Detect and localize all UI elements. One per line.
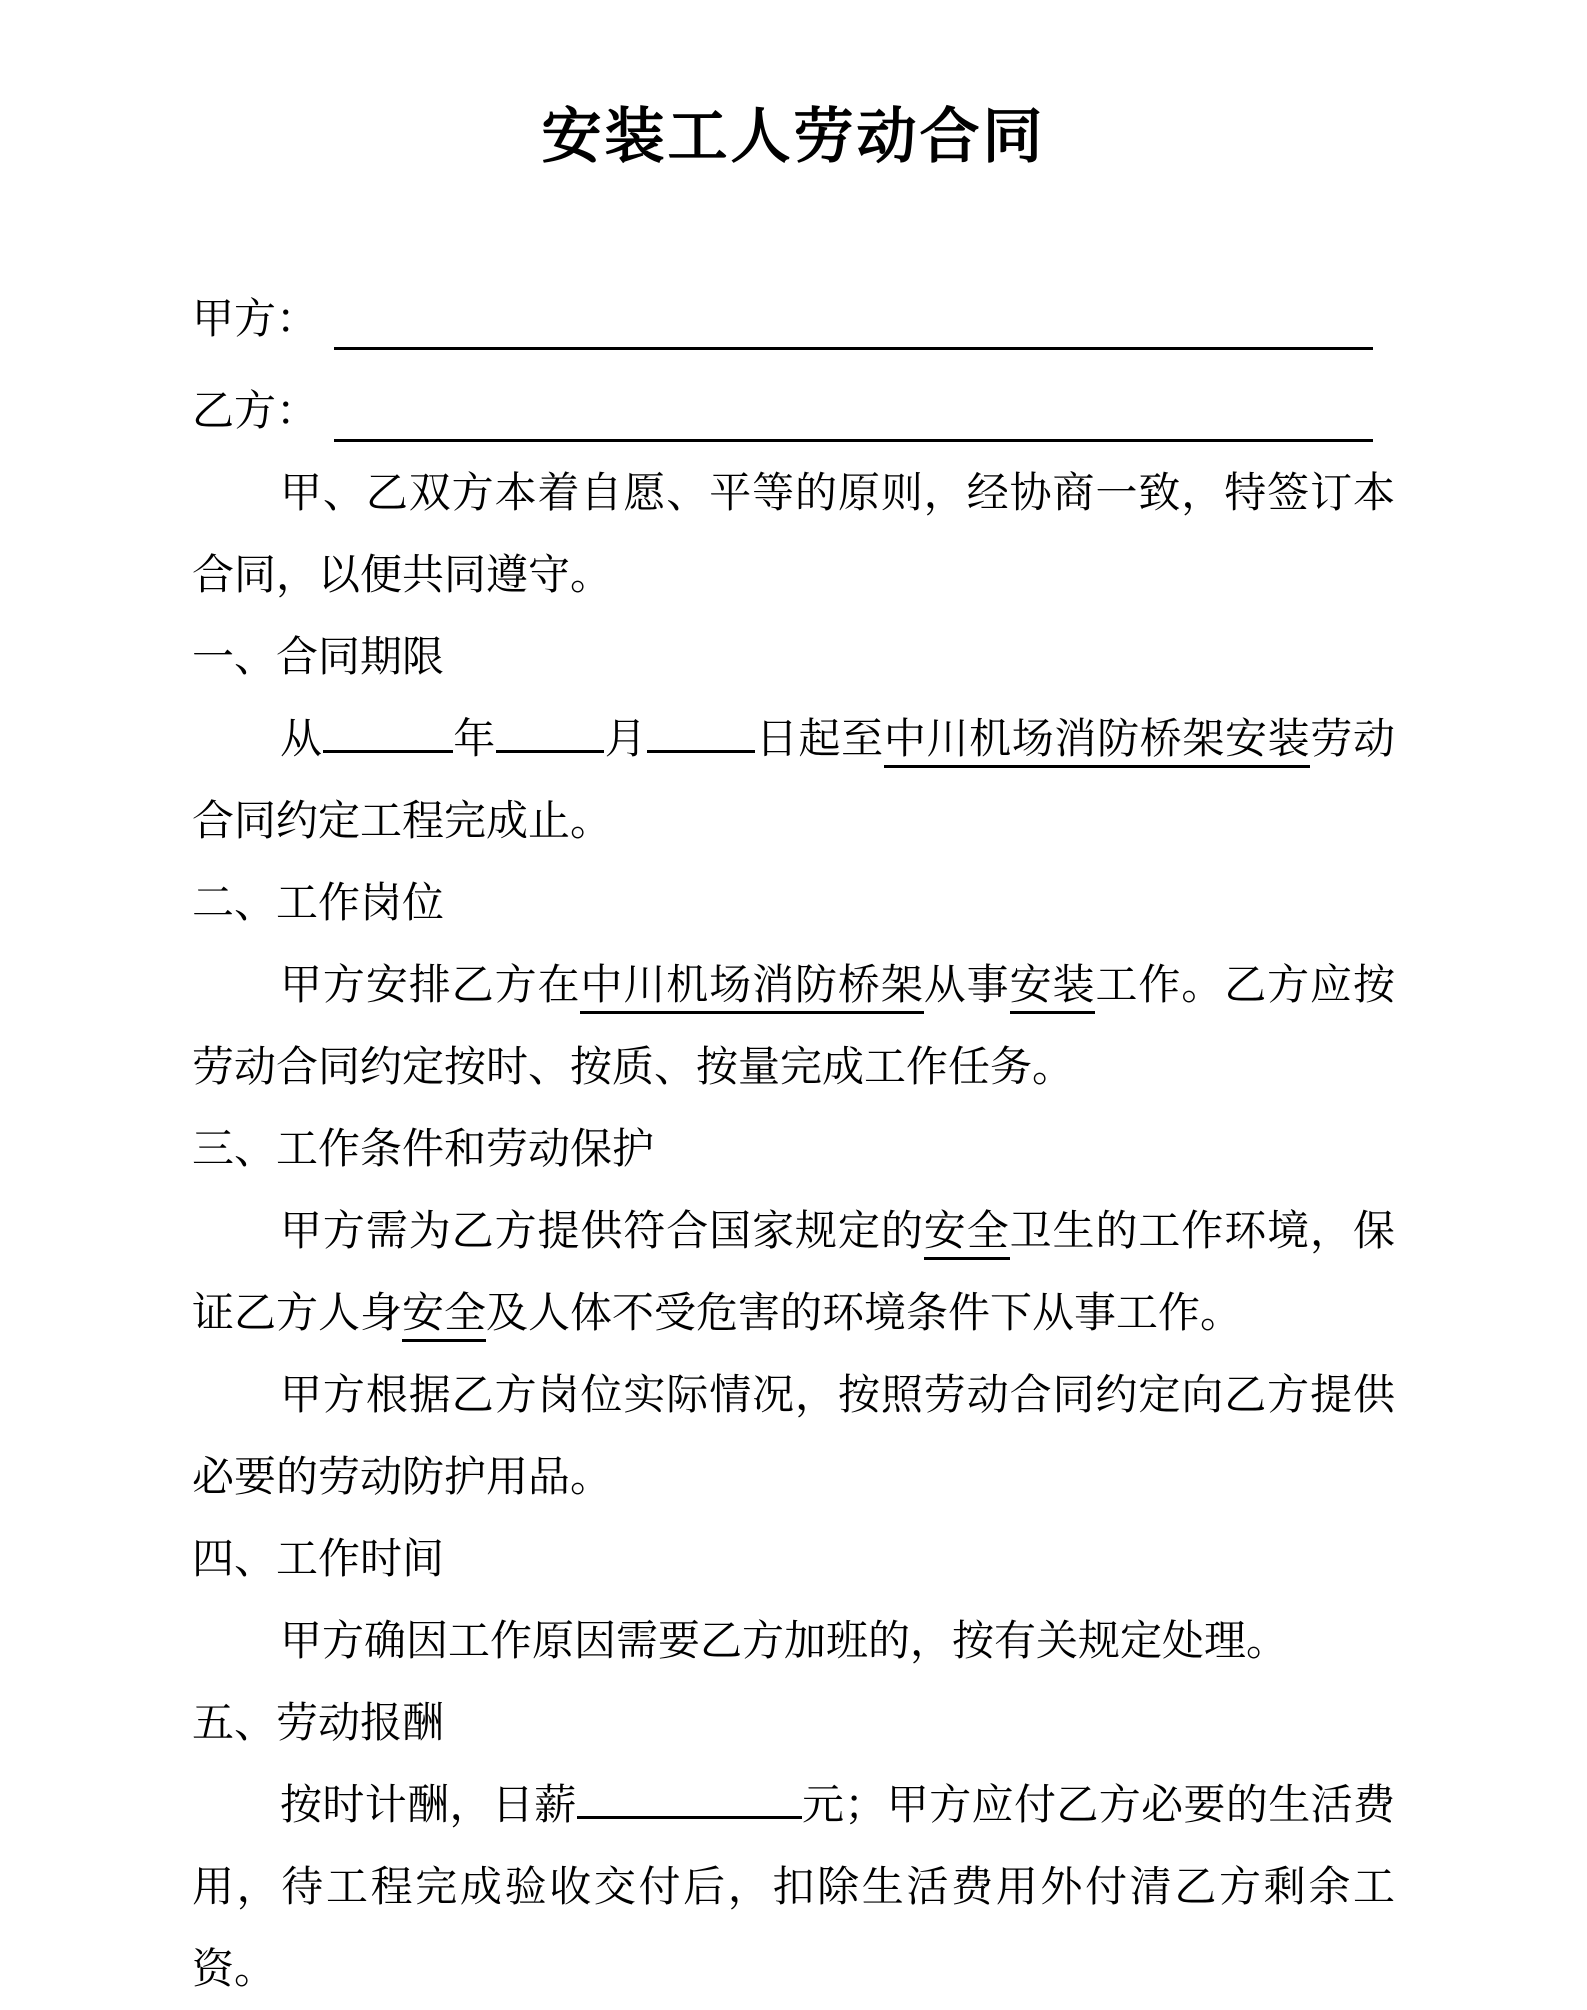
section-5-paragraph bbox=[192, 1764, 1395, 2010]
fill-in-blank[interactable] bbox=[577, 1776, 802, 1819]
underlined-text: 中川机场消防桥架安装 bbox=[884, 714, 1310, 768]
party-b-row bbox=[192, 360, 1395, 452]
text-run: 年 bbox=[452, 714, 496, 763]
text-run: 工作。乙方应按劳动合同约定按时、按质、按量完成工作任务。 bbox=[192, 960, 1395, 1091]
text-run: 从 bbox=[280, 714, 323, 763]
party-b-label: 乙方： bbox=[192, 386, 319, 435]
text-run: 及人体不受危害的环境条件下从事工作。 bbox=[486, 1288, 1243, 1337]
party-a-blank-line[interactable] bbox=[334, 347, 1373, 350]
section-5-heading: 五、劳动报酬 bbox=[192, 1698, 445, 1747]
text-run: 从事 bbox=[923, 960, 1010, 1009]
intro-paragraph: 甲、乙双方本着自愿、平等的原则，经协商一致，特签订本合同，以便共同遵守。 bbox=[192, 468, 1395, 599]
fill-in-blank[interactable] bbox=[323, 710, 453, 753]
text-run: 日起至 bbox=[755, 714, 884, 763]
section-1-heading: 一、合同期限 bbox=[192, 632, 445, 681]
underlined-text: 安全 bbox=[924, 1206, 1010, 1260]
text-run: 元；甲方应付乙方必要的生活费用，待工程完成验收交付后，扣除生活费用外付清乙方剩余工资。 bbox=[192, 1780, 1395, 1993]
text-run: 卫生的工作环境，保证乙方人身 bbox=[192, 1206, 1395, 1337]
section-4-heading: 四、工作时间 bbox=[192, 1534, 445, 1583]
section-4-paragraph bbox=[192, 1600, 1395, 1682]
text-run: 甲方安排乙方在 bbox=[280, 960, 581, 1009]
fill-in-blank[interactable] bbox=[647, 710, 755, 753]
text-run: 月 bbox=[603, 714, 648, 763]
party-b-blank-line[interactable] bbox=[334, 439, 1373, 442]
underlined-text: 中川机场消防桥架 bbox=[580, 960, 923, 1014]
section-3-paragraph-1 bbox=[192, 1190, 1395, 1354]
document-title: 安装工人劳动合同 bbox=[541, 102, 1046, 172]
section-3-paragraph-2 bbox=[192, 1354, 1395, 1518]
section-2-paragraph bbox=[192, 944, 1395, 1108]
document-body bbox=[192, 268, 1395, 2010]
party-a-row bbox=[192, 268, 1395, 360]
text-run: 甲方需为乙方提供符合国家规定的 bbox=[280, 1206, 924, 1255]
text-run: 甲方确因工作原因需要乙方加班的，按有关规定处理。 bbox=[280, 1616, 1289, 1665]
text-run: 劳动合同约定工程完成止。 bbox=[192, 714, 1395, 845]
section-3-heading: 三、工作条件和劳动保护 bbox=[192, 1124, 655, 1173]
underlined-text: 安全 bbox=[402, 1288, 486, 1342]
text-run: 甲方根据乙方岗位实际情况，按照劳动合同约定向乙方提供必要的劳动防护用品。 bbox=[192, 1370, 1395, 1501]
section-2-heading: 二、工作岗位 bbox=[192, 878, 445, 927]
section-1-paragraph bbox=[192, 698, 1395, 862]
underlined-text: 安装 bbox=[1010, 960, 1096, 1014]
party-a-label: 甲方： bbox=[192, 294, 319, 343]
text-run: 按时计酬，日薪 bbox=[280, 1780, 577, 1829]
fill-in-blank[interactable] bbox=[496, 710, 604, 753]
